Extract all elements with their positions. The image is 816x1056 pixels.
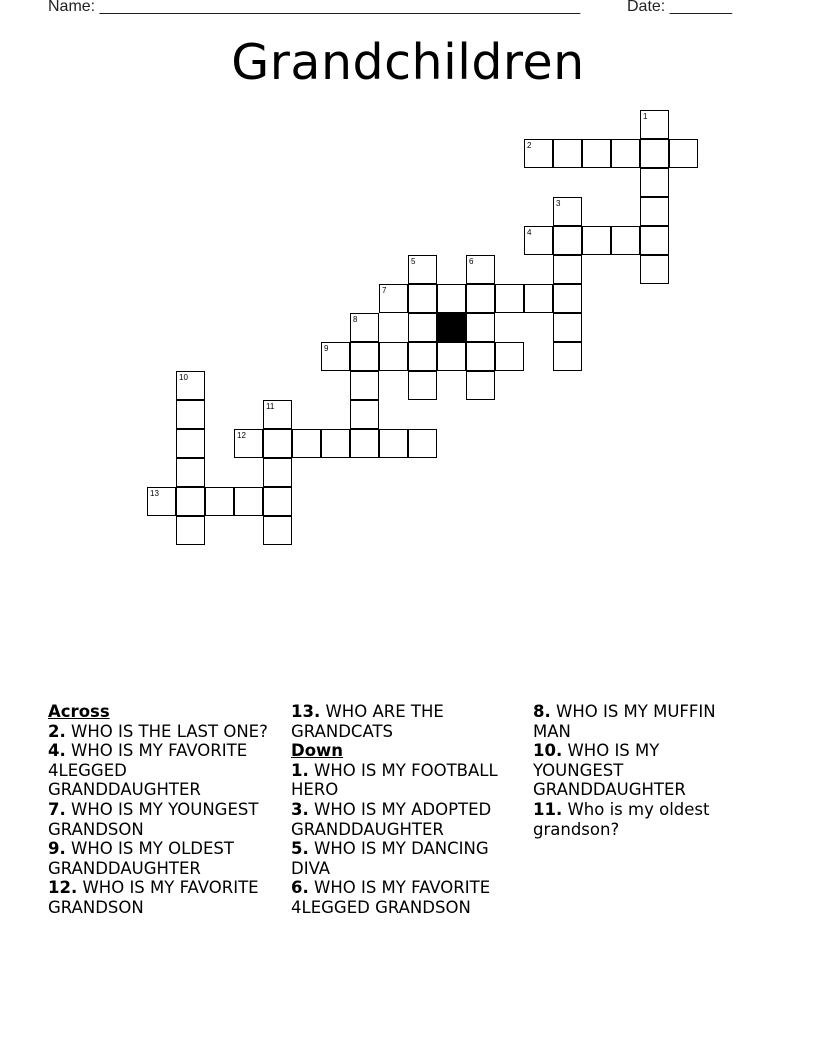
- grid-cell[interactable]: [350, 342, 379, 371]
- clue-number-7: 7: [382, 286, 387, 295]
- grid-cell[interactable]: [205, 487, 234, 516]
- clue-number-5: 5: [411, 257, 416, 266]
- clue-down-11: 11. Who is my oldest grandson?: [533, 799, 710, 839]
- name-field-label: Name: ______________________________________________________: [48, 0, 581, 15]
- grid-cell[interactable]: [640, 168, 669, 197]
- clue-across-12: 12. WHO IS MY FAVORITE GRANDSON: [48, 878, 259, 917]
- grid-cell[interactable]: [176, 429, 205, 458]
- grid-cell[interactable]: [263, 487, 292, 516]
- grid-cell[interactable]: [466, 371, 495, 400]
- grid-cell[interactable]: [495, 342, 524, 371]
- clue-number-11: 11: [266, 402, 275, 411]
- grid-cell[interactable]: [553, 139, 582, 168]
- clue-number-6: 6: [469, 257, 474, 266]
- grid-block: [437, 313, 466, 342]
- clue-across-13: 13. WHO ARE THE GRANDCATS: [291, 702, 444, 741]
- grid-cell[interactable]: [350, 371, 379, 400]
- grid-cell[interactable]: [582, 139, 611, 168]
- clue-down-3: 3. WHO IS MY ADOPTED GRANDDAUGHTER: [291, 799, 492, 839]
- grid-cell[interactable]: [408, 284, 437, 313]
- grid-cell[interactable]: [640, 255, 669, 284]
- grid-cell[interactable]: [408, 429, 437, 458]
- clue-across-9: 9. WHO IS MY OLDEST GRANDDAUGHTER: [48, 839, 234, 878]
- grid-cell[interactable]: [582, 226, 611, 255]
- clue-column-2: [291, 702, 523, 918]
- clue-down-10: 10. WHO IS MY YOUNGEST GRANDDAUGHTER: [533, 741, 686, 800]
- grid-cell[interactable]: [495, 284, 524, 313]
- grid-cell[interactable]: [176, 516, 205, 545]
- grid-cell[interactable]: [408, 371, 437, 400]
- clue-number-3: 3: [556, 199, 561, 208]
- grid-cell[interactable]: [437, 342, 466, 371]
- clue-number-2: 2: [527, 141, 532, 150]
- grid-cell[interactable]: [379, 342, 408, 371]
- across-heading: Across: [48, 702, 110, 721]
- clue-number-8: 8: [353, 315, 358, 324]
- grid-cell[interactable]: [176, 400, 205, 429]
- grid-cell[interactable]: [437, 284, 466, 313]
- grid-cell[interactable]: [553, 226, 582, 255]
- clue-across-2: 2. WHO IS THE LAST ONE?: [48, 721, 268, 741]
- clue-column-1: [48, 702, 280, 918]
- grid-cell[interactable]: [466, 342, 495, 371]
- grid-cell[interactable]: [640, 139, 669, 168]
- clue-column-3: [533, 702, 753, 839]
- grid-cell[interactable]: [553, 313, 582, 342]
- grid-cell[interactable]: [611, 139, 640, 168]
- grid-cell[interactable]: [321, 429, 350, 458]
- grid-cell[interactable]: [234, 487, 263, 516]
- grid-cell[interactable]: [263, 458, 292, 487]
- grid-cell[interactable]: [640, 226, 669, 255]
- clue-number-12: 12: [237, 431, 246, 440]
- clue-across-7: 7. WHO IS MY YOUNGEST GRANDSON: [48, 799, 259, 839]
- clue-number-1: 1: [643, 112, 648, 121]
- clue-number-10: 10: [179, 373, 188, 382]
- grid-cell[interactable]: [408, 313, 437, 342]
- grid-cell[interactable]: [350, 400, 379, 429]
- grid-cell[interactable]: [292, 429, 321, 458]
- down-heading: Down: [291, 741, 344, 761]
- grid-cell[interactable]: [553, 284, 582, 313]
- clue-number-13: 13: [150, 489, 159, 498]
- grid-cell[interactable]: [553, 342, 582, 371]
- grid-cell[interactable]: [524, 284, 553, 313]
- clue-number-9: 9: [324, 344, 329, 353]
- grid-cell[interactable]: [466, 313, 495, 342]
- grid-cell[interactable]: [669, 139, 698, 168]
- grid-cell[interactable]: [611, 226, 640, 255]
- clue-across-4: 4. WHO IS MY FAVORITE 4LEGGED GRANDDAUGHTER: [48, 741, 248, 800]
- grid-cell[interactable]: [408, 342, 437, 371]
- clue-down-6: 6. WHO IS MY FAVORITE 4LEGGED GRANDSON: [291, 878, 491, 917]
- grid-cell[interactable]: [640, 197, 669, 226]
- grid-cell[interactable]: [263, 516, 292, 545]
- grid-cell[interactable]: [263, 429, 292, 458]
- grid-cell[interactable]: [466, 284, 495, 313]
- grid-cell[interactable]: [553, 255, 582, 284]
- clue-down-1: 1. WHO IS MY FOOTBALL HERO: [291, 760, 498, 800]
- grid-cell[interactable]: [176, 487, 205, 516]
- grid-cell[interactable]: [350, 429, 379, 458]
- clue-down-8: 8. WHO IS MY MUFFIN MAN: [533, 702, 716, 741]
- clue-down-5: 5. WHO IS MY DANCING DIVA: [291, 839, 489, 878]
- clue-number-4: 4: [527, 228, 532, 237]
- page-title: Grandchildren: [231, 34, 585, 91]
- date-field-label: Date: _______: [627, 0, 732, 15]
- grid-cell[interactable]: [379, 429, 408, 458]
- grid-cell[interactable]: [176, 458, 205, 487]
